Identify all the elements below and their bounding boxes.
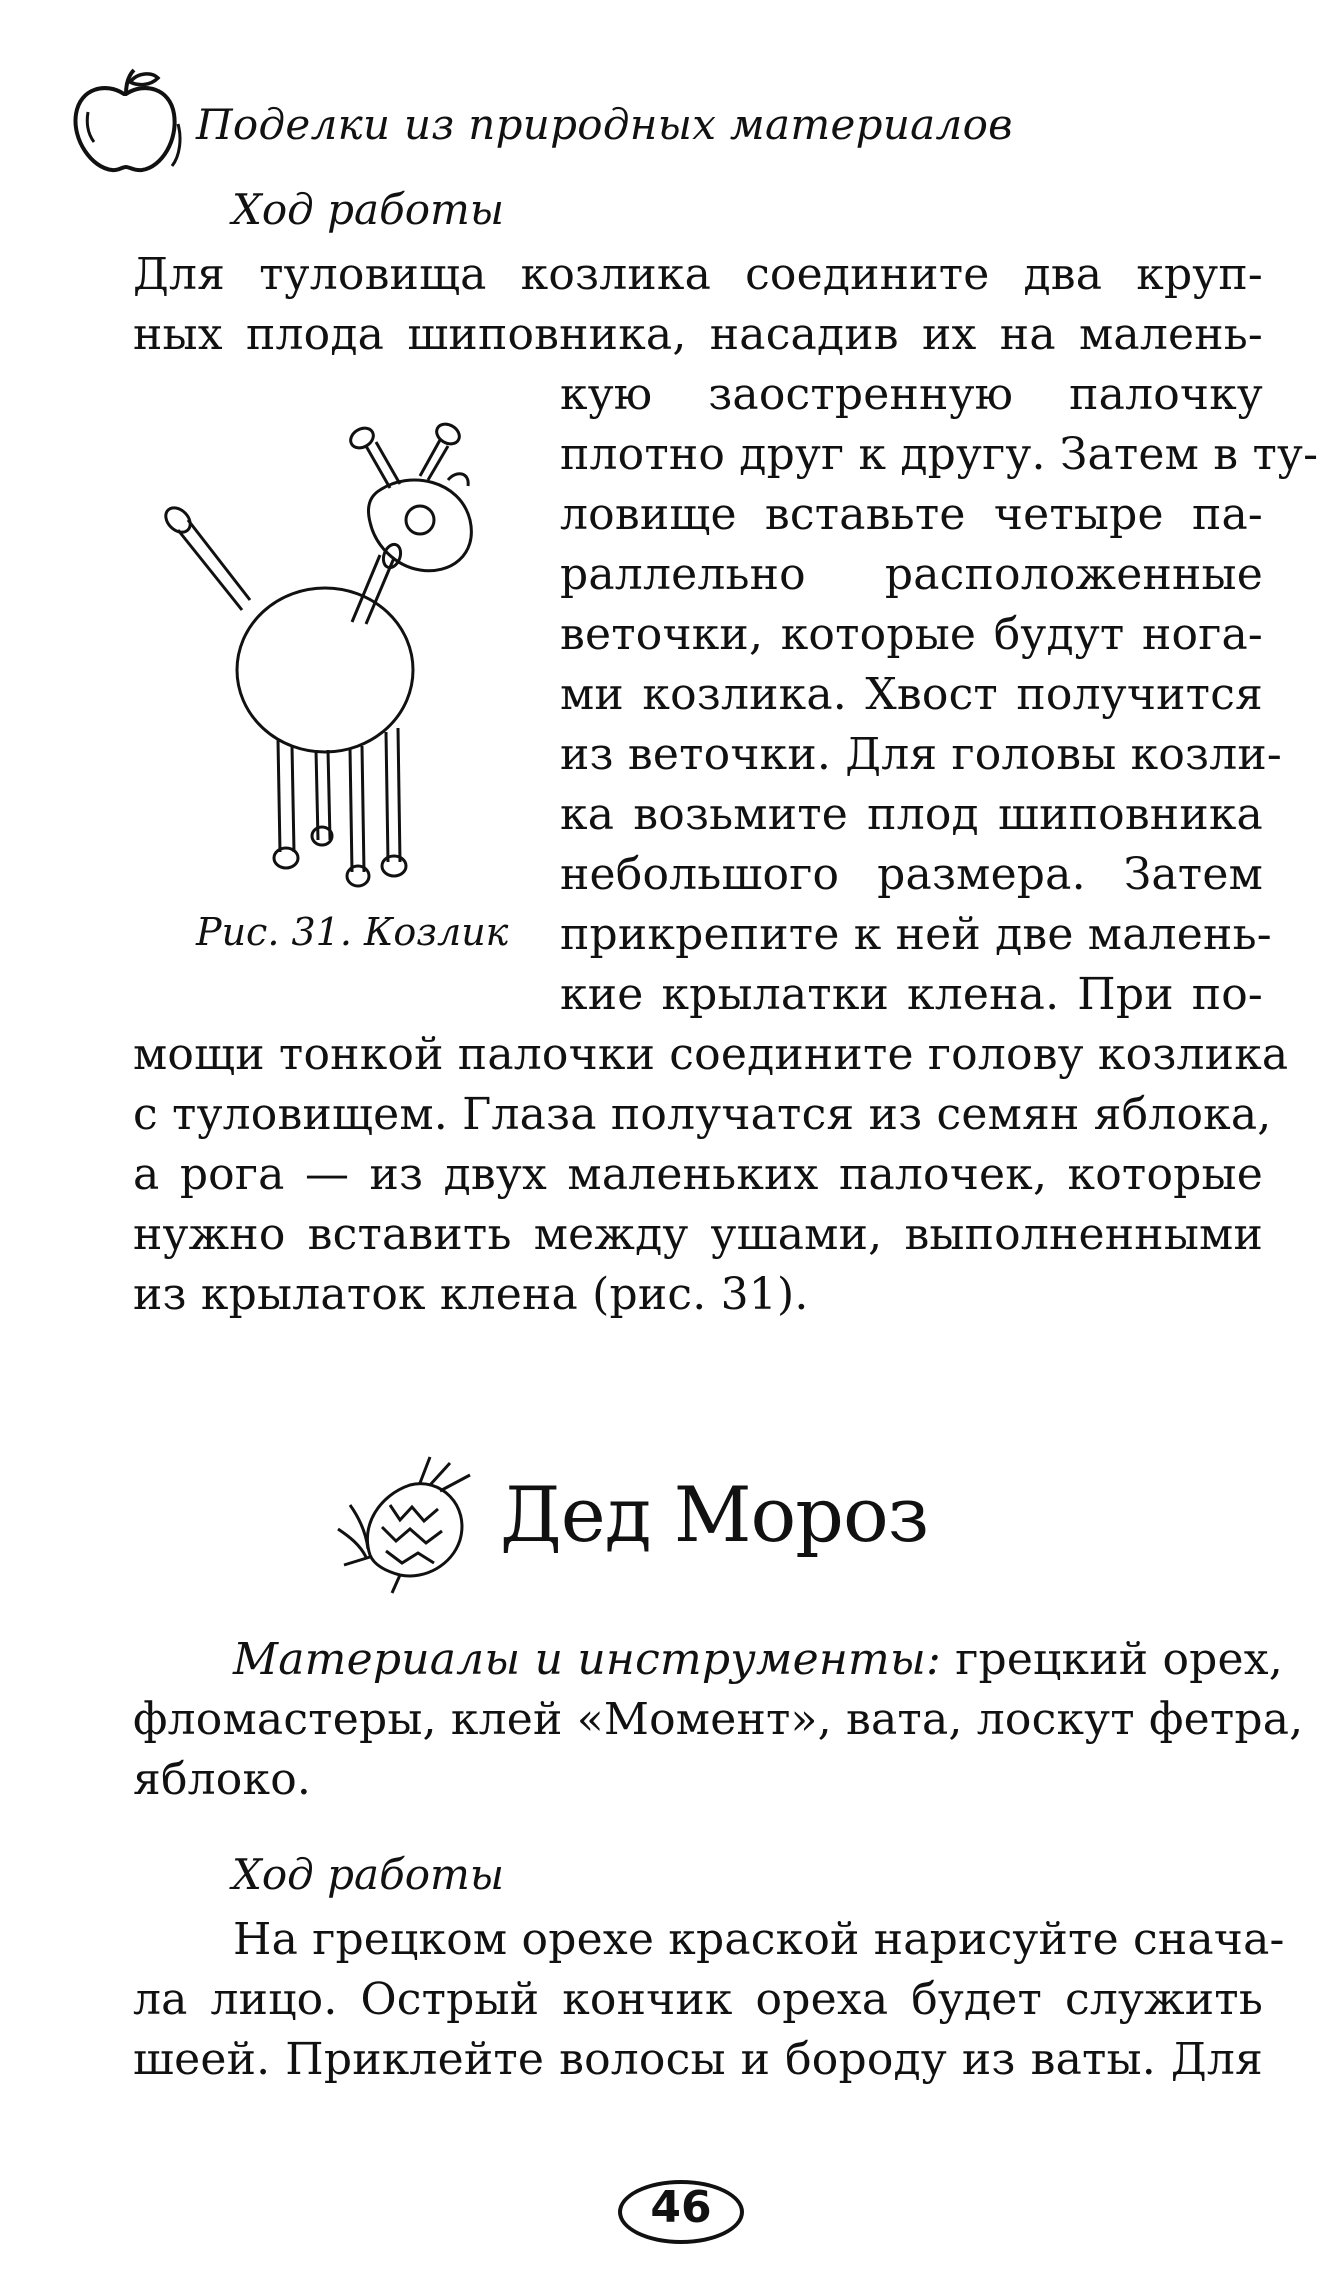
text-line: плотно друг к другу. Затем в ту- (560, 429, 1319, 480)
materials-paragraph (133, 1630, 1304, 1810)
page-number-badge (618, 2180, 748, 2250)
running-title: Поделки из природных материалов (196, 100, 1013, 149)
materials-text: грецкий орех, (955, 1634, 1283, 1685)
paragraph-section2 (133, 1910, 1285, 2090)
text-line: ка возьмите плод шиповника (560, 789, 1263, 840)
text-line: ла лицо. Острый кончик ореха будет служить (133, 1974, 1263, 2025)
paragraph-top-2 (133, 305, 1263, 365)
paragraph-top (133, 245, 1263, 305)
text-line: раллельно расположенные (560, 549, 1263, 600)
text-line: На грецком орехе краской нарисуйте снача- (233, 1914, 1285, 1965)
text-line: ловище вставьте четыре па- (560, 489, 1263, 540)
text-line: яблоко. (133, 1754, 312, 1805)
text-line: мощи тонкой палочки соедините голову козлика (133, 1029, 1289, 1080)
work-progress-subhead-2: Ход работы (232, 1850, 505, 1899)
text-line: а рога — из двух маленьких палочек, которые (133, 1149, 1263, 1200)
work-progress-subhead-1: Ход работы (232, 185, 505, 234)
figure-caption: Рис. 31. Козлик (196, 910, 509, 954)
apple-icon (66, 68, 186, 178)
paragraph-bottom (133, 1025, 1289, 1325)
text-line: прикрепите к ней две малень- (560, 909, 1272, 960)
page-number: 46 (650, 2182, 712, 2233)
text-line: из веточки. Для головы козли- (560, 729, 1283, 780)
text-line: нужно вставить между ушами, выполненными (133, 1209, 1263, 1260)
text-line (133, 1630, 1283, 1690)
text-line: ных плода шиповника, насадив их на малень- (133, 309, 1263, 360)
pinecone-icon (330, 1445, 490, 1595)
text-line: кие крылатки клена. При по- (560, 969, 1263, 1020)
paragraph-wrap (560, 365, 1319, 1025)
materials-label: Материалы и инструменты: (233, 1634, 942, 1685)
text-line: фломастеры, клей «Момент», вата, лоскут фетра, (133, 1694, 1304, 1745)
section-title: Дед Мороз (500, 1470, 929, 1559)
text-line: из крылаток клена (рис. 31). (133, 1269, 809, 1320)
text-line: ми козлика. Хвост получится (560, 669, 1263, 720)
goat-illustration (130, 410, 510, 900)
text-line: шеей. Приклейте волосы и бороду из ваты. Для (133, 2034, 1263, 2085)
text-line: с туловищем. Глаза получатся из семян яблока, (133, 1089, 1272, 1140)
text-line: Для туловища козлика соедините два круп- (133, 249, 1263, 300)
text-line: веточки, которые будут нога- (560, 609, 1263, 660)
text-line: кую заостренную палочку (560, 369, 1263, 420)
text-line: небольшого размера. Затем (560, 849, 1263, 900)
running-header (66, 68, 1266, 178)
